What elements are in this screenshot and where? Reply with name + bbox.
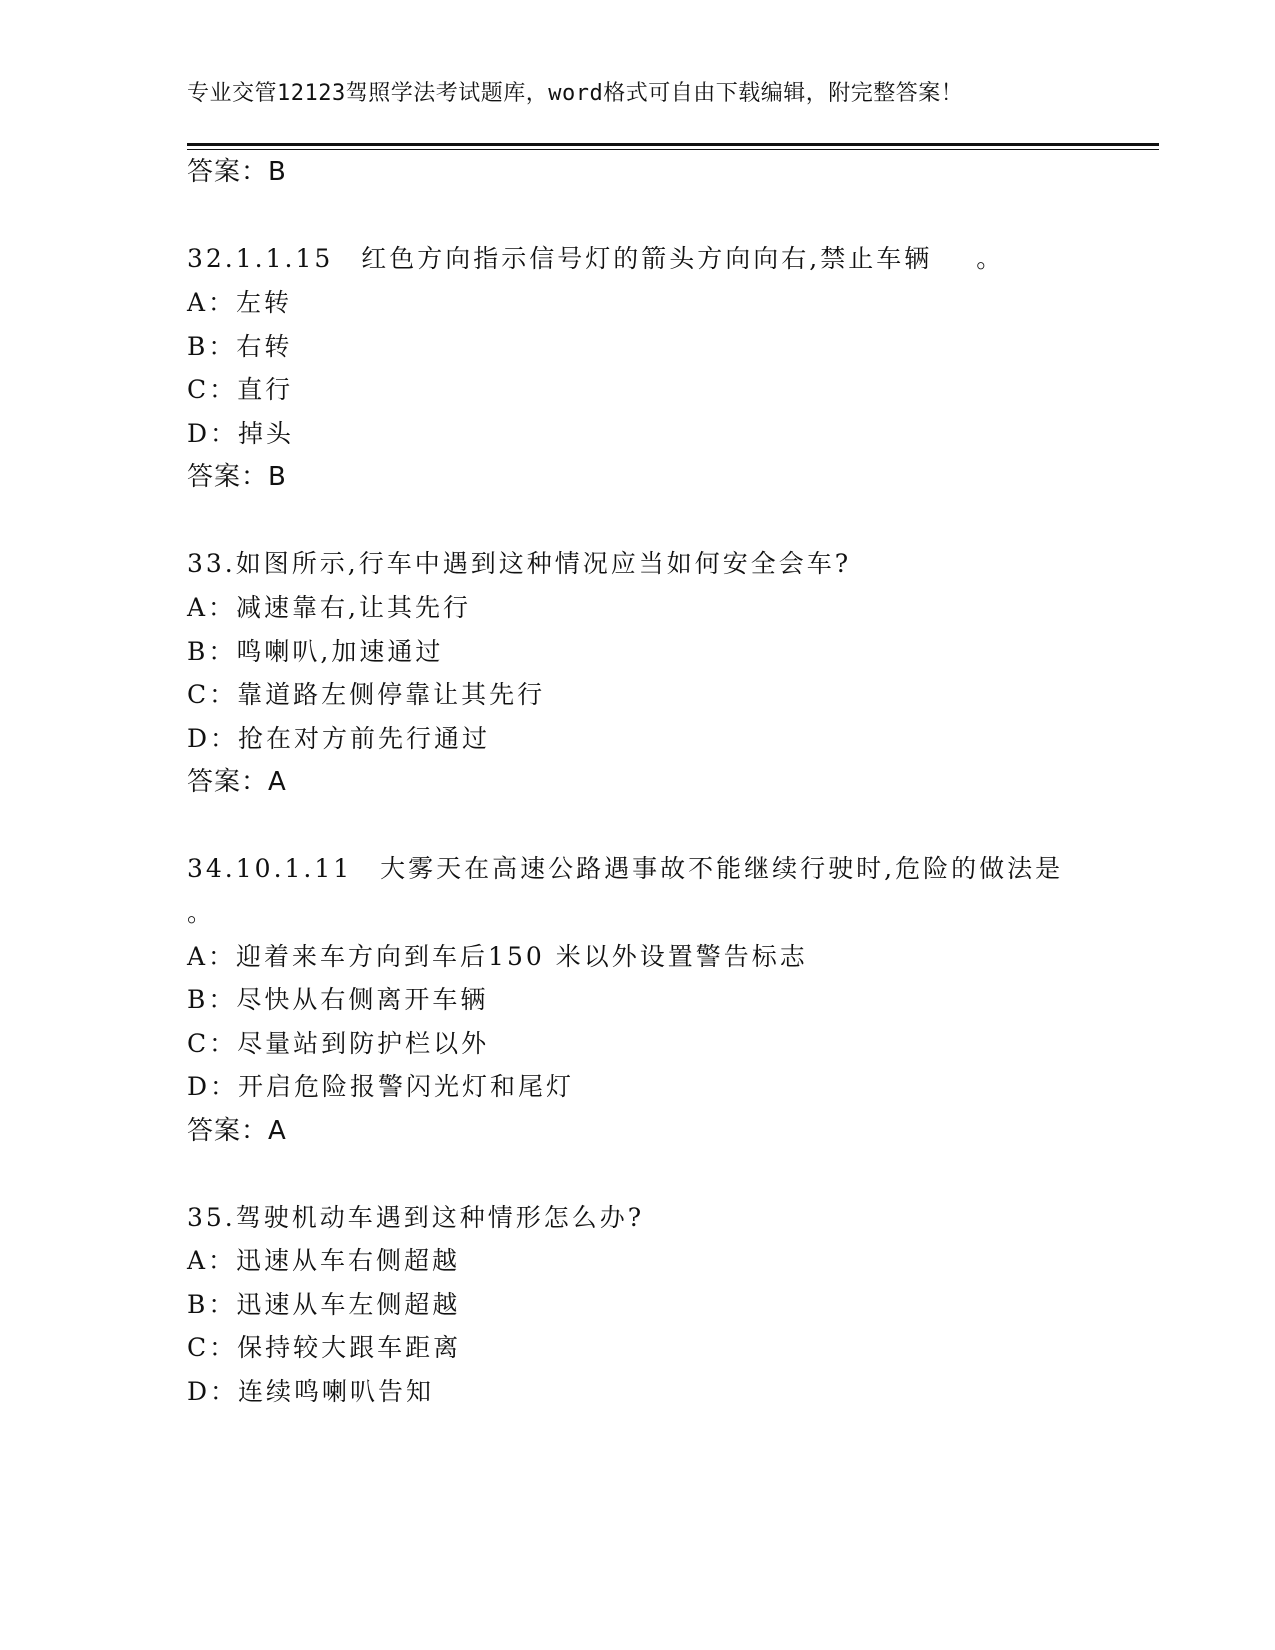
question-35-stem: 35.驾驶机动车遇到这种情形怎么办? bbox=[187, 1203, 645, 1232]
question-34-option-b: B：尽快从右侧离开车辆 bbox=[187, 985, 489, 1014]
header-divider bbox=[187, 143, 1159, 151]
question-35-option-a: A：迅速从车右侧超越 bbox=[187, 1246, 461, 1275]
question-33-option-c: C：靠道路左侧停靠让其先行 bbox=[187, 680, 546, 709]
question-34-answer: 答案：A bbox=[187, 1116, 287, 1146]
question-33-option-b: B：鸣喇叭,加速通过 bbox=[187, 637, 444, 666]
question-32-stem: 32.1.1.15 红色方向指示信号灯的箭头方向向右,禁止车辆 。 bbox=[187, 244, 1005, 273]
question-32-option-b: B：右转 bbox=[187, 332, 293, 361]
previous-answer: 答案：B bbox=[187, 157, 287, 187]
question-34-option-c: C：尽量站到防护栏以外 bbox=[187, 1029, 490, 1058]
question-33-option-d: D：抢在对方前先行通过 bbox=[187, 724, 491, 753]
question-32-answer: 答案：B bbox=[187, 462, 287, 492]
question-34-stem-continuation: 。 bbox=[187, 898, 216, 927]
question-32-option-a: A：左转 bbox=[187, 288, 293, 317]
question-34-option-a: A：迎着来车方向到车后150 米以外设置警告标志 bbox=[187, 942, 808, 971]
question-33-answer: 答案：A bbox=[187, 767, 287, 797]
question-35-option-d: D：连续鸣喇叭告知 bbox=[187, 1377, 435, 1406]
question-33-stem: 33.如图所示,行车中遇到这种情况应当如何安全会车? bbox=[187, 549, 852, 578]
page-header: 专业交管12123驾照学法考试题库，word格式可自由下载编辑，附完整答案！ bbox=[187, 81, 964, 106]
question-34-option-d: D：开启危险报警闪光灯和尾灯 bbox=[187, 1072, 575, 1101]
question-33-option-a: A：减速靠右,让其先行 bbox=[187, 593, 472, 622]
question-35-option-c: C：保持较大跟车距离 bbox=[187, 1333, 462, 1362]
question-32-option-c: C：直行 bbox=[187, 375, 294, 404]
question-35-option-b: B：迅速从车左侧超越 bbox=[187, 1290, 461, 1319]
question-32-option-d: D：掉头 bbox=[187, 419, 295, 448]
question-34-stem: 34.10.1.11 大雾天在高速公路遇事故不能继续行驶时,危险的做法是 bbox=[187, 854, 1064, 883]
